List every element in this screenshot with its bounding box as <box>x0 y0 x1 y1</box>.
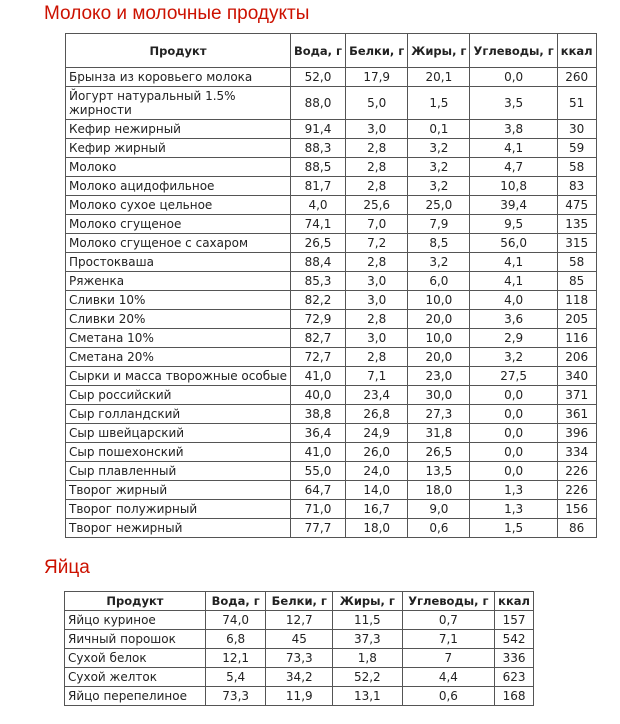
table-row <box>66 158 597 177</box>
cell-carbs: 27,5 <box>470 367 557 386</box>
header-product: Продукт <box>65 592 206 611</box>
cell-product: Брынза из коровьего молока <box>66 68 291 87</box>
cell-carbs: 1,5 <box>470 519 557 538</box>
cell-carbs: 0,0 <box>470 68 557 87</box>
cell-protein: 26,8 <box>346 405 408 424</box>
table-row <box>66 234 597 253</box>
cell-protein: 12,7 <box>266 611 333 630</box>
cell-protein: 2,8 <box>346 348 408 367</box>
table-row <box>66 348 597 367</box>
cell-water: 82,2 <box>290 291 345 310</box>
cell-product: Яйцо куриное <box>65 611 206 630</box>
cell-kcal: 157 <box>495 611 534 630</box>
cell-carbs: 10,8 <box>470 177 557 196</box>
cell-kcal: 226 <box>557 462 596 481</box>
cell-protein: 3,0 <box>346 329 408 348</box>
cell-water: 77,7 <box>290 519 345 538</box>
cell-water: 73,3 <box>205 687 266 706</box>
cell-product: Сыр плавленный <box>66 462 291 481</box>
table-row <box>66 443 597 462</box>
table-row <box>65 668 534 687</box>
cell-kcal: 371 <box>557 386 596 405</box>
table-row <box>66 87 597 120</box>
cell-product: Творог жирный <box>66 481 291 500</box>
cell-kcal: 361 <box>557 405 596 424</box>
cell-protein: 24,0 <box>346 462 408 481</box>
cell-protein: 25,6 <box>346 196 408 215</box>
cell-product: Молоко сгущеное с сахаром <box>66 234 291 253</box>
cell-protein: 2,8 <box>346 253 408 272</box>
cell-kcal: 168 <box>495 687 534 706</box>
cell-fat: 52,2 <box>333 668 402 687</box>
table-row <box>66 120 597 139</box>
cell-fat: 10,0 <box>408 329 470 348</box>
cell-carbs: 4,7 <box>470 158 557 177</box>
cell-water: 91,4 <box>290 120 345 139</box>
cell-carbs: 4,4 <box>402 668 495 687</box>
cell-protein: 23,4 <box>346 386 408 405</box>
cell-product: Молоко <box>66 158 291 177</box>
cell-fat: 8,5 <box>408 234 470 253</box>
cell-product: Простокваша <box>66 253 291 272</box>
cell-kcal: 623 <box>495 668 534 687</box>
cell-carbs: 3,5 <box>470 87 557 120</box>
cell-fat: 0,6 <box>408 519 470 538</box>
cell-fat: 23,0 <box>408 367 470 386</box>
cell-product: Сухой желток <box>65 668 206 687</box>
cell-product: Сметана 10% <box>66 329 291 348</box>
cell-water: 5,4 <box>205 668 266 687</box>
table-row <box>66 500 597 519</box>
cell-kcal: 336 <box>495 649 534 668</box>
cell-protein: 45 <box>266 630 333 649</box>
cell-kcal: 334 <box>557 443 596 462</box>
header-protein: Белки, г <box>266 592 333 611</box>
cell-protein: 3,0 <box>346 120 408 139</box>
header-kcal: ккал <box>557 34 596 68</box>
cell-water: 4,0 <box>290 196 345 215</box>
cell-water: 88,4 <box>290 253 345 272</box>
table-row <box>65 611 534 630</box>
cell-kcal: 205 <box>557 310 596 329</box>
cell-carbs: 0,0 <box>470 443 557 462</box>
cell-protein: 73,3 <box>266 649 333 668</box>
cell-product: Кефир жирный <box>66 139 291 158</box>
cell-fat: 3,2 <box>408 139 470 158</box>
header-water: Вода, г <box>290 34 345 68</box>
cell-product: Кефир нежирный <box>66 120 291 139</box>
cell-protein: 2,8 <box>346 310 408 329</box>
cell-fat: 9,0 <box>408 500 470 519</box>
cell-water: 71,0 <box>290 500 345 519</box>
cell-product: Сырки и масса творожные особые <box>66 367 291 386</box>
cell-product: Сыр швейцарский <box>66 424 291 443</box>
table-row <box>66 215 597 234</box>
table-row <box>66 405 597 424</box>
cell-kcal: 58 <box>557 158 596 177</box>
cell-protein: 18,0 <box>346 519 408 538</box>
cell-water: 72,9 <box>290 310 345 329</box>
table-row <box>65 687 534 706</box>
cell-fat: 37,3 <box>333 630 402 649</box>
cell-product: Молоко ацидофильное <box>66 177 291 196</box>
cell-water: 38,8 <box>290 405 345 424</box>
header-product: Продукт <box>66 34 291 68</box>
cell-water: 6,8 <box>205 630 266 649</box>
cell-product: Молоко сухое цельное <box>66 196 291 215</box>
cell-water: 88,3 <box>290 139 345 158</box>
cell-product: Яичный порошок <box>65 630 206 649</box>
cell-fat: 18,0 <box>408 481 470 500</box>
cell-water: 12,1 <box>205 649 266 668</box>
cell-kcal: 156 <box>557 500 596 519</box>
cell-product: Творог полужирный <box>66 500 291 519</box>
cell-carbs: 0,7 <box>402 611 495 630</box>
header-fat: Жиры, г <box>333 592 402 611</box>
cell-kcal: 396 <box>557 424 596 443</box>
cell-water: 88,0 <box>290 87 345 120</box>
cell-kcal: 340 <box>557 367 596 386</box>
cell-carbs: 0,6 <box>402 687 495 706</box>
cell-protein: 7,1 <box>346 367 408 386</box>
cell-protein: 16,7 <box>346 500 408 519</box>
cell-product: Йогурт натуральный 1.5% жирности <box>66 87 291 120</box>
header-carbs: Углеводы, г <box>470 34 557 68</box>
table-row <box>66 367 597 386</box>
cell-water: 64,7 <box>290 481 345 500</box>
cell-protein: 7,2 <box>346 234 408 253</box>
cell-protein: 26,0 <box>346 443 408 462</box>
table-row <box>66 68 597 87</box>
table-row <box>66 462 597 481</box>
cell-carbs: 56,0 <box>470 234 557 253</box>
cell-product: Ряженка <box>66 272 291 291</box>
cell-product: Сливки 20% <box>66 310 291 329</box>
cell-protein: 17,9 <box>346 68 408 87</box>
table-row <box>66 386 597 405</box>
cell-carbs: 4,0 <box>470 291 557 310</box>
cell-fat: 10,0 <box>408 291 470 310</box>
table-row <box>66 272 597 291</box>
cell-carbs: 0,0 <box>470 424 557 443</box>
table-header-row <box>66 34 597 68</box>
cell-fat: 1,8 <box>333 649 402 668</box>
cell-kcal: 86 <box>557 519 596 538</box>
header-carbs: Углеводы, г <box>402 592 495 611</box>
cell-carbs: 0,0 <box>470 405 557 424</box>
cell-protein: 24,9 <box>346 424 408 443</box>
cell-water: 55,0 <box>290 462 345 481</box>
table-row <box>66 196 597 215</box>
eggs-nutrition-table <box>64 591 534 706</box>
cell-product: Сметана 20% <box>66 348 291 367</box>
cell-protein: 2,8 <box>346 139 408 158</box>
cell-fat: 3,2 <box>408 253 470 272</box>
cell-kcal: 30 <box>557 120 596 139</box>
table-row <box>66 329 597 348</box>
cell-fat: 26,5 <box>408 443 470 462</box>
table-row <box>66 177 597 196</box>
cell-product: Сыр российский <box>66 386 291 405</box>
cell-carbs: 2,9 <box>470 329 557 348</box>
cell-carbs: 9,5 <box>470 215 557 234</box>
cell-protein: 3,0 <box>346 272 408 291</box>
cell-product: Сухой белок <box>65 649 206 668</box>
table-row <box>66 519 597 538</box>
cell-kcal: 135 <box>557 215 596 234</box>
header-fat: Жиры, г <box>408 34 470 68</box>
cell-kcal: 51 <box>557 87 596 120</box>
cell-fat: 27,3 <box>408 405 470 424</box>
cell-kcal: 58 <box>557 253 596 272</box>
cell-protein: 7,0 <box>346 215 408 234</box>
cell-fat: 11,5 <box>333 611 402 630</box>
cell-protein: 3,0 <box>346 291 408 310</box>
cell-fat: 13,5 <box>408 462 470 481</box>
cell-protein: 2,8 <box>346 158 408 177</box>
dairy-nutrition-table <box>65 33 597 538</box>
header-water: Вода, г <box>205 592 266 611</box>
cell-water: 82,7 <box>290 329 345 348</box>
cell-carbs: 0,0 <box>470 386 557 405</box>
cell-product: Сыр голландский <box>66 405 291 424</box>
cell-water: 74,1 <box>290 215 345 234</box>
cell-water: 85,3 <box>290 272 345 291</box>
cell-water: 52,0 <box>290 68 345 87</box>
cell-carbs: 4,1 <box>470 272 557 291</box>
cell-protein: 14,0 <box>346 481 408 500</box>
cell-water: 26,5 <box>290 234 345 253</box>
cell-water: 41,0 <box>290 443 345 462</box>
table-row <box>66 481 597 500</box>
cell-kcal: 315 <box>557 234 596 253</box>
cell-fat: 30,0 <box>408 386 470 405</box>
cell-kcal: 83 <box>557 177 596 196</box>
cell-fat: 3,2 <box>408 158 470 177</box>
table-row <box>66 424 597 443</box>
table-row <box>66 139 597 158</box>
cell-kcal: 226 <box>557 481 596 500</box>
cell-kcal: 116 <box>557 329 596 348</box>
table-row <box>66 291 597 310</box>
cell-kcal: 85 <box>557 272 596 291</box>
cell-kcal: 260 <box>557 68 596 87</box>
cell-fat: 20,1 <box>408 68 470 87</box>
cell-water: 40,0 <box>290 386 345 405</box>
cell-carbs: 3,6 <box>470 310 557 329</box>
cell-kcal: 475 <box>557 196 596 215</box>
cell-fat: 3,2 <box>408 177 470 196</box>
cell-carbs: 1,3 <box>470 481 557 500</box>
cell-protein: 34,2 <box>266 668 333 687</box>
cell-kcal: 118 <box>557 291 596 310</box>
table-row <box>66 253 597 272</box>
header-kcal: ккал <box>495 592 534 611</box>
cell-fat: 25,0 <box>408 196 470 215</box>
cell-fat: 20,0 <box>408 310 470 329</box>
cell-fat: 13,1 <box>333 687 402 706</box>
table-row <box>65 630 534 649</box>
cell-carbs: 3,8 <box>470 120 557 139</box>
cell-carbs: 7 <box>402 649 495 668</box>
cell-carbs: 4,1 <box>470 253 557 272</box>
cell-carbs: 3,2 <box>470 348 557 367</box>
cell-fat: 0,1 <box>408 120 470 139</box>
cell-water: 81,7 <box>290 177 345 196</box>
eggs-section-title: Яйца <box>44 557 90 578</box>
cell-fat: 31,8 <box>408 424 470 443</box>
cell-carbs: 1,3 <box>470 500 557 519</box>
table-row <box>65 649 534 668</box>
cell-carbs: 4,1 <box>470 139 557 158</box>
cell-carbs: 39,4 <box>470 196 557 215</box>
dairy-section-title: Молоко и молочные продукты <box>44 3 310 24</box>
header-protein: Белки, г <box>346 34 408 68</box>
table-row <box>66 310 597 329</box>
cell-water: 88,5 <box>290 158 345 177</box>
cell-fat: 1,5 <box>408 87 470 120</box>
cell-water: 74,0 <box>205 611 266 630</box>
cell-protein: 5,0 <box>346 87 408 120</box>
cell-water: 36,4 <box>290 424 345 443</box>
cell-water: 41,0 <box>290 367 345 386</box>
cell-protein: 11,9 <box>266 687 333 706</box>
cell-product: Сливки 10% <box>66 291 291 310</box>
cell-product: Молоко сгущеное <box>66 215 291 234</box>
cell-fat: 7,9 <box>408 215 470 234</box>
cell-product: Творог нежирный <box>66 519 291 538</box>
cell-water: 72,7 <box>290 348 345 367</box>
cell-kcal: 206 <box>557 348 596 367</box>
cell-protein: 2,8 <box>346 177 408 196</box>
cell-kcal: 59 <box>557 139 596 158</box>
cell-product: Яйцо перепелиное <box>65 687 206 706</box>
table-header-row <box>65 592 534 611</box>
cell-product: Сыр пошехонский <box>66 443 291 462</box>
cell-fat: 6,0 <box>408 272 470 291</box>
cell-carbs: 0,0 <box>470 462 557 481</box>
cell-fat: 20,0 <box>408 348 470 367</box>
cell-kcal: 542 <box>495 630 534 649</box>
cell-carbs: 7,1 <box>402 630 495 649</box>
